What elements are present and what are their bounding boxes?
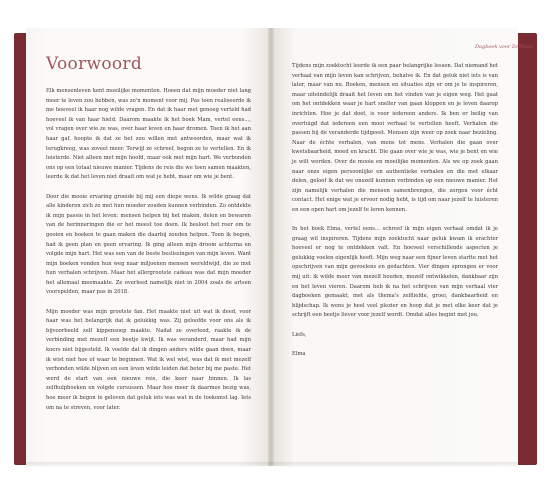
paragraph: Door die mooie ervaring groeide bij mij een diepe wens. Ik wilde graag dat alle kinderen zich zo met hun moeder zouden kunnen verbinden. Zo ontdekte ik mijn passie in het leven: mensen helpen bij het maken, delen en bewaren van de herinneringen die er het meest toe doen. Ik besloot het roer om te gooien en boeken te gaan maken die daarbij zouden helpen. Toen ik begon, had ik geen plan en geen ervaring. Ik ging alleen mijn droom achterna en volgde mijn hart. Het was een van de beste beslissingen van mijn leven. Want mijn boeken vonden hun weg naar miljoenen mensen wereldwijd, die ze met hun verhalen schrijven. Maar het allergrootste cadeau was dat mijn moeder het allemaal meemaakte. Ze overleed namelijk niet in 2004 zoals de artsen voorspelden, maar pas in 2018. <box>46 193 251 296</box>
paragraph: Elk mensenleven kent moeilijke momenten. Hoeen dat mijn moeder niet lang meer te leven zou hebben, was zo'n moment voor mij. Pas toen realiseerde ik me hoeveel ik haar nog wilde vragen. En dat ik haar met genoeg verteld had hoeveel ik van haar hield. Daarom maakte ik het boek Mam, vertel eens..., vol vragen over wie ze was, over haar leven en haar dromen. Toen ik het aan haar gaf, hoopte ik dat ze het zou willen met antwoorden, maar wat ik terugkreeg, was zoveel meer. Terwijl ze schreef, begon ze te vertellen. En ik luisterde. Niet alleen met mijn hoofd, maar ook met mijn hart. We verbonden ons op een totaal nieuwe manier. Tijdens de reis die we toen samen maakten, leerde ik dat het leven niet draait om wat je hebt, maar om wie je bent. <box>46 88 251 181</box>
paragraph: Tijdens mijn zoektocht leerde ik een paar belangrijke lessen. Dat niemand het verhaal van mijn leven kan schrijven, behalve ik. En dat geluk niet iets is van later, maar van nu. Boeken, mensen en situaties zijn er om je te inspireren, maar uiteindelijk draait het leven om het vinden van je eigen weg. Het gaat om het ontdekken waar je hart sneller van gaan kloppen en je leven daarop inrichten. Hoe je dat doet, is voor iedereen anders. Ik ben er heilig van overtuigd dat iedereen een mooi verhaal te vertellen heeft. Verhalen die passen bij de veranderde tijdgeest. Mensen zijn weer op zoek naar bezieling. Naar de échte verhalen, van mens tot mens. Verhalen die gaan over kwetsbaarheid, moed en kracht. Die gaan over wie je was, wie je bent en wie je wilt worden. Over de mooie en moeilijke momenten. Als we op zoek gaan naar onze eigen persoonlijke en authentieke verhalen en die met elkaar delen, geloof ik dat we onszelf kunnen verbinden op een nieuwe manier. Het zijn namelijk verhalen die mensen samenbrengen, die zorgen voor écht contact. Het enige wat je ervoor nodig hebt, is tijd om naar jezelf te luisteren en een open hart om jezelf te leren kennen. <box>292 63 498 213</box>
book-gutter <box>268 28 274 466</box>
page-shadow <box>26 462 518 468</box>
book-cover-right-edge <box>517 33 537 465</box>
paragraph: Mijn moeder was mijn grootste fan. Het maakte niet uit wat ik deed, voor haar was het belangrijk dat ik gelukkig was. Zij geloofde voor ons als ik bijvoorbeeld zelf kippensoep maakte. Nadat ze overleed, raakte ik de verbinding met mezelf een beetje kwijt. Ik was veranderd, maar had mijn koers niet bijgesteld. Ik voelde dat ik dingen anders wilde gaan doen, maar ik wist niet hoe of waar te beginnen. Wat ik wel wist, was dat ik met mezelf verbonden wilde blijven en een leven wilde leiden dat beter bij me paste. Het werd de start van een nieuwe reis, die keer naar binnen. Ik las zelfhulpboeken en volgde cursussen. Maar hoe meer ik daarmee bezig was, hoe meer ik begon te geloven dat geluk iets was wat in de toekomst lag. Iets om na te streven, voor later. <box>46 308 251 411</box>
running-head: Dagboek voor Zelfhulp <box>475 44 533 50</box>
left-page-text <box>46 87 251 423</box>
signature-name: Elma <box>292 350 306 357</box>
chapter-title: Voorwoord <box>46 54 143 74</box>
right-page-text <box>292 62 498 369</box>
closing-line: Liefs, <box>292 331 307 338</box>
paragraph: In het boek Elma, vertel eens... schreef ik mijn eigen verhaal omdat ik je graag wil inspireren. Tijdens mijn zoektocht naar geluk kwam ik erachter hoeveel er nog te ontdekken valt. En hoeveel verschillende aspecten je gelukkig voelen eigenlijk heeft. Mijn weg naar een fijner leven startte met het opschrijven van mijn gevoelens en gedachten. Vier dingen sprongen er voor mij uit: ik wilde meer van mezelf houden, mezelf ontwikkelen, dankbaar zijn en het leven vieren. Daarom heb ik na het schrijven van mijn verhaal vier dagboeken gemaakt, met als thema's zelfliefde, groei, dankbaarheid en blijdschap. Ik wens je heel veel plezier en hoop dat je met elke keer dat je schrijft een beetje liever voor jezelf wordt. Omdat alles begint met jou. <box>292 226 498 319</box>
